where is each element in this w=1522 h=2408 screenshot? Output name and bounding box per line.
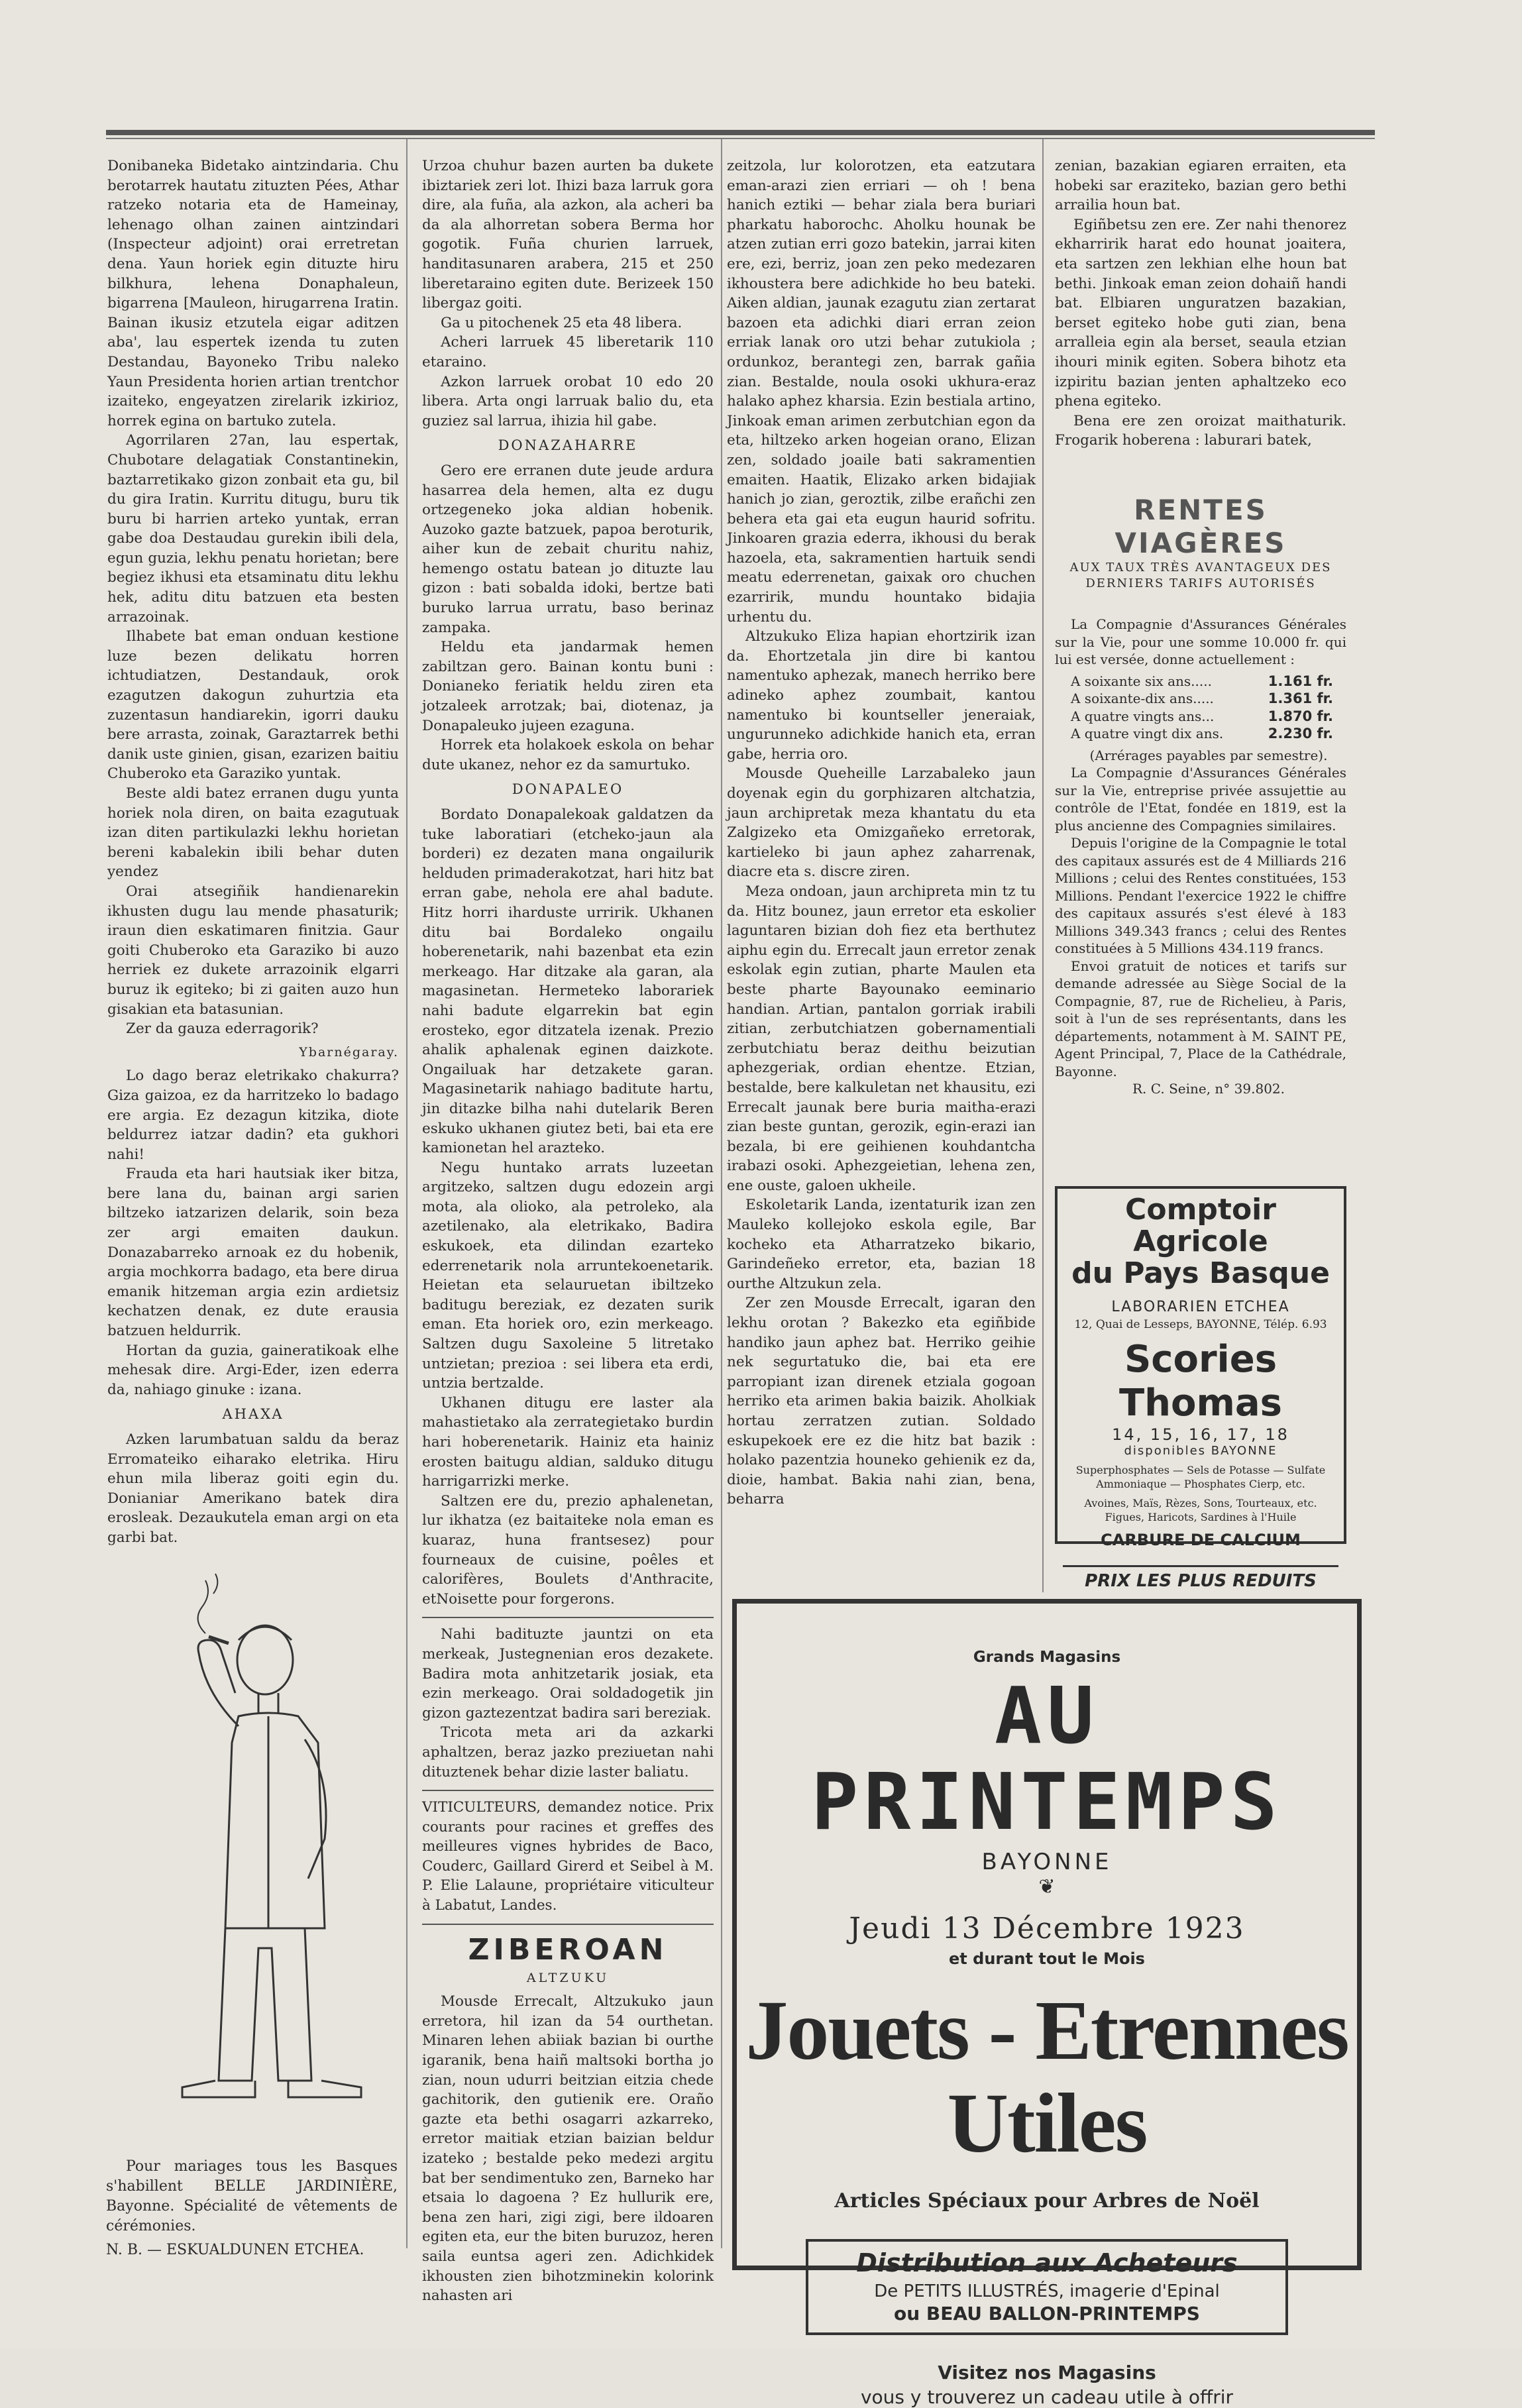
- signature: Ybarnégaray.: [299, 1044, 399, 1060]
- ad-products: Superphosphates — Sels de Potasse — Sulfate Ammoniaque — Phosphates Cierp, etc.: [1075, 1464, 1326, 1490]
- ad-products: Avoines, Maïs, Rèzes, Sons, Tourteaux, etc.: [1084, 1497, 1317, 1509]
- article-paragraph: Altzukuko Eliza hapian ehortzirik izan da. Ehortzetala jin dire bi kantou namentuko aphezak, manech herriko bere adineko aphez zoumbait, kantou namentuko bi kountseller jeneraiak, ungurunneko adichkide hanich eta, erran gabe, herria oro.: [727, 628, 1036, 763]
- ad-products: Figues, Haricots, Sardines à l'Huile: [1105, 1511, 1297, 1523]
- article-paragraph: Beste aldi batez erranen dugu yunta horiek nola diren, on baita ezagutuak izan diten partikulazki lekhu horietan bereni kabalekin ibili behar duten yendez: [107, 785, 399, 881]
- article-paragraph: Gero ere erranen dute jeude ardura hasarrea dela hemen, alta ez dugu ortzegeneko joka aldian hobenik. Auzoko gazte batzuek, papoa beroturik, aiher kun de zebait churitu nahiz, hemengo ostatu batean jo dituzte lau gizon : bati sobalda idoki, bertze bati buruko larrua urratu, baso berinaz zampaka.: [422, 462, 714, 636]
- ad-title: RENTES VIAGÈRES: [1114, 494, 1287, 559]
- article-paragraph: Azken larumbatuan saldu da beraz Erromateiko eiharako eletrika. Hiru ehun mila liberaz goiti egin du. Donianiar Amerikano batek dira erosleak. Dezaukutela eman argi on eta garbi bat.: [107, 1431, 399, 1546]
- ad-paragraph: La Compagnie d'Assurances Générales sur la Vie, pour une somme 10.000 fr. qui lui est versée, donne actuellement :: [1055, 616, 1346, 667]
- article-paragraph: Zer da gauza ederragorik?: [126, 1020, 319, 1038]
- section-heading: DONAPALEO: [512, 781, 624, 798]
- article-paragraph: Mousde Errecalt, Altzukuko jaun erretora, hil izan da 54 ourthetan. Minaren lehen abiiak bazian bi ourthe igaranik, bena haiñ maltsoki bortha jo zian, noun udurri beitzian eitzia chede gachitorik, den gutienik ere. Oraño gazte eta bethi osagarri azkarreko, erretor maitiak etzian baizian beldur izateko ; bestalde peko medezi argitu bat ber sendimentuko zen, Barneko har etsaia lo dagoena ? Ez hullurik ere, bena zen hari, zigi zigi, bere ildoaren egiten eta, eur the biten buruzoz, heren saila euntsa ageri zen. Adichkidek ikhousten zien bihotzminekin kolorink nahasten ari: [422, 1993, 714, 2305]
- column-1: [107, 156, 399, 1555]
- ad-duration: et durant tout le Mois: [949, 1949, 1145, 1968]
- article-paragraph: zenian, bazakian egiaren erraiten, eta hobeki sar eraziteko, bazian gero bethi arrailia houn bat.: [1055, 158, 1346, 214]
- column-divider: [406, 139, 408, 2248]
- column-2: [422, 156, 714, 2305]
- article-paragraph: Bordato Donapalekoak galdatzen da tuke laboratiari (etcheko-jaun ala borderi) ez dezaten mana ongailurik helduden primaderakotzat, hari hitz bat erran gabe, nehola ere ahal badute. Hitz horri iharduste urririk. Ukhanen ditu bai Bordaleko ongailu hoberenetarik, nahi bazenbat eta ezin merkeago. Har ditzake ala garan, ala magasinetan. Hermeteko laborariek nahi badute elgarrekin bat egin erosteko, egor ditzatela izenak. Prezio ahalik aphalenak eginen daizkote. Ongailuak har detzakete garan. Magasinetarik nahiago baditute hartu, jin ditazke bilha nahi dutelarik Beren eskuko ukhanen giutez beti, bai eta ere kamionetan hel arazteko.: [422, 806, 714, 1157]
- au-printemps-ad: [732, 1599, 1362, 2408]
- article-paragraph: Urzoa chuhur bazen aurten ba dukete ibiztariek zeri lot. Ihizi baza larruk gora dire, ala fuña, ala azkon, ala acheri ba da ala alhorretan sobera Berma hor gogotik. Fuña churien larruek, handitasunaren arabera, 215 et 250 liberetaraino egiten dute. Berizeek 150 libergaz goiti.: [422, 158, 714, 312]
- ad-title: du Pays Basque: [1071, 1256, 1330, 1290]
- ad-call-to-action: Visitez nos Magasins: [938, 2362, 1156, 2383]
- column-4: [1055, 156, 1346, 474]
- article-paragraph: Horrek eta holakoek eskola on behar dute ukanez, nehor ez da samurtuko.: [422, 737, 714, 773]
- column-divider: [721, 139, 722, 2248]
- top-rule-thin: [106, 138, 1375, 139]
- article-paragraph: Bena ere zen oroizat maithaturik. Frogarik hoberena : laburari batek,: [1055, 412, 1346, 449]
- article-paragraph: Negu huntako arrats luzeetan argitzeko, saltzen dugu edozein argi mota, ala olioko, ala petroleko, ala azetilenako, ala eletrikako, Badira eskukoek, eta dilindan ezarteko ederrenetarik nola arruntekoenetarik. Heietan eta selauruetan ibiltzeko baditugu bereziak, ez dezaten surik eman. Eta horiek oro, ezin merkeago. Saltzen dugu Saxoleine 5 litretako untzietan; prezioa : sei libera eta erdi, untzia bertzalde.: [422, 1159, 714, 1392]
- article-paragraph: Lo dago beraz eletrikako chakurra? Giza gaizoa, ez da harritzeko lo badago ere argia. Ez dezagun kitzika, diote beldurrez iatzar dadin? eta gukhori nahi!: [107, 1067, 399, 1163]
- article-paragraph: Agorrilaren 27an, lau espertak, Chubotare delagatiak Constantinekin, baztarretikako gizon zonbait eta gu, bil du gira Iratin. Kurritu ditugu, buru tik buru bi harrien arteko yuntak, erran gabe doa Destaudau gurekin ibili dela, egun guzia, lekhu penatu horietan; bere begiez ikhusi eta etsaminatu ditu lekhu hek, aditu ditu batzuen eta besten arrazoinak.: [107, 432, 399, 626]
- ad-grades: 14, 15, 16, 17, 18: [1112, 1425, 1289, 1444]
- article-paragraph: zeitzola, lur kolorotzen, eta eatzutara eman-arazi zien erriari — oh ! bena hanich eztiki — behar ziala bera buriari pharkatu haborochc. Aholku hounak be atzen zutian erri gozo batekin, jarrai kiten ere, ezi, berriz, joan zen peko medezaren ikhoustera bere adichkide ho beu bateki. Aiken aldian, jaunak ezagutu zian zertarat bazoen eta adichki diari erran zeion erriak lanak oro utzi behar zutukiola ; ordunkoz, berantegi zen, barrak gañia zian. Bestalde, noula osoki ukhura-eraz halako aphez kharsia. Ezin bestiala artino, Jinkoak eman arimen zerbutchian egon da eta, hiltzeko arken hogeian orano, Elizan zen, soldado joaile bati sakramentien emaiten. Haatik, Elizako arken bidajiak hanich jo zian, geroztik, zilbe erañchi zen behera eta gai eta eugun haurid sofritu. Jinkoaren grazia ederra, ikhousi du berak hazoela, eta, sakramentien hartuik sendi meatu ederrenetan, gaixak oro chuchen ezarririk, mundu hountako bidajia urhentu du.: [727, 158, 1036, 626]
- rate-row: A quatre vingt dix ans. 2.230 fr.: [1071, 726, 1333, 741]
- rate-row: A quatre vingts ans... 1.870 fr.: [1071, 708, 1333, 724]
- ad-title: AU PRINTEMPS: [811, 1670, 1283, 1847]
- article-paragraph: Acheri larruek 45 liberetarik 110 etaraino.: [422, 334, 714, 370]
- smoking-man-illustration: [106, 1574, 398, 2124]
- article-paragraph: Egiñbetsu zen ere. Zer nahi thenorez ekharririk harat edo hounat joaitera, eta sartzen zen lekhian elhe houn bat bethi. Jinkoak eman zeion dohaiñ handi bat. Elbiaren unguratzen bazakian, berset egiteko hobe guti zian, bena arralleia egin ala berset, seaula etzian ihouri minik egiten. Sobera bihotz eta izpiritu bazian jenten aphaltzeko eco phena egiteko.: [1055, 216, 1346, 410]
- ad-kicker: Grands Magasins: [973, 1649, 1121, 1666]
- article-paragraph: Eskoletarik Landa, izentaturik izan zen Mauleko kollejoko eskola egile, Bar kocheko eta Atharratzeko bikario, Garindeñeko erretor, eta, bazian 18 ourthe Altzukun zela.: [727, 1197, 1036, 1292]
- article-paragraph: Heldu eta jandarmak hemen zabiltzan gero. Bainan kontu buni : Donianeko feriatik heldu ziren eta jotzaleek arrotzak; bai, diotenaz, ja Donapaleuko jujeen ezaguna.: [422, 639, 714, 734]
- article-paragraph: Hortan da guzia, gaineratikoak elhe mehesak dire. Argi-Eder, izen ederra da, nahiago ginuke : izana.: [107, 1342, 399, 1398]
- comptoir-agricole-ad: [1055, 1186, 1346, 1591]
- ad-subtitle: AUX TAUX TRÈS AVANTAGEUX DES: [1069, 561, 1332, 575]
- ad-note: (Arrérages payables par semestre).: [1089, 747, 1328, 763]
- ad-subline: Articles Spéciaux pour Arbres de Noël: [834, 2189, 1260, 2213]
- registration: R. C. Seine, n° 39.802.: [1132, 1081, 1285, 1097]
- ad-title: Comptoir Agricole: [1125, 1193, 1276, 1258]
- column-divider: [1042, 139, 1044, 1592]
- distribution-line: ou BEAU BALLON-PRINTEMPS: [894, 2303, 1200, 2325]
- rentes-viageres-ad: [1055, 494, 1346, 1098]
- ad-paragraph: Envoi gratuit de notices et tarifs sur demande adressée au Siège Social de la Compagnie, 87, rue de Richelieu, à Paris, soit à l'un de ses représentants, dans les départements, notamment à M. SAINT PE, Agent Principal, 7, Place de la Cathédrale, Bayonne.: [1055, 958, 1346, 1079]
- article-paragraph: Donibaneka Bidetako aintzindaria. Chu berotarrek hautatu zituzten Pées, Athar ratzeko notaria eta de Hameinay, lehenago olhan zainen aintzindari (Inspecteur adjoint) orai erretretan dena. Yaun horiek egin dituzte hiru bilkhura, lehena Donaphaleun, bigarrena [Mauleon, hirugarrena Iratin. Bainan ikusiz etzutela eigar aditzen aba', lau espertek izenda tu zuten Destandau, Bayoneko Tribu naleko Yaun Presidenta horien artian trentchor izaiteko, engeyatzen zirelarik izkirioz, horrek egina on bartuko zutela.: [107, 158, 399, 429]
- ad-call-to-action: vous y trouverez un cadeau utile à offrir: [860, 2386, 1234, 2408]
- column-3: [727, 156, 1036, 1581]
- ad-paragraph: La Compagnie d'Assurances Générales sur la Vie, entreprise privée assujettie au contrôle de l'Etat, fondée en 1819, est la plus ancienne des Compagnies similaires.: [1055, 765, 1346, 834]
- article-paragraph: Tricota meta ari da azkarki aphaltzen, beraz jazko preziuetan nahi dituztenek behar dizie laster baliatu.: [422, 1724, 714, 1780]
- distribution-line: De PETITS ILLUSTRÉS, imagerie d'Epinal: [874, 2281, 1220, 2301]
- article-paragraph: Ilhabete bat eman onduan kestione luze bezen delikatu horren ichtudiatzen, Destandauk, orok ezagutzen dakogun zuhurtzia eta zuzentasun handiarekin, igorri dauku bere arrasta, zoinak, Garaztarrek bethi danik uste ginien, gisan, ezarizen baitiu Chuberoko eta Garaziko yuntak.: [107, 628, 399, 783]
- ad-product: CARBURE DE CALCIUM: [1101, 1531, 1301, 1549]
- section-heading: DONAZAHARRE: [498, 437, 638, 454]
- ad-text: Pour mariages tous les Basques s'habillent BELLE JARDINIÈRE, Bayonne. Spécialité de vêtements de cérémonies.: [106, 2158, 398, 2234]
- article-paragraph: Zer zen Mousde Errecalt, igaran den lekhu orotan ? Bakezko eta egiñbide handiko jaun aphez bat. Herriko geihie nek segurtatuko die, bai eta ere parropiant izan direnek etziala gogoan herriko eta arimen bakia baizik. Aholkiak hortau zerratzen zutian. Soldado eskupekoek ere ez die hitz bat bazik : holako pazentzia houneko gehienik ez da, dioie, hambat. Bakia nahi zian, bena, beharra: [727, 1295, 1036, 1508]
- article-paragraph: Azkon larruek orobat 10 edo 20 libera. Arta ongi larruak balio du, eta guziez sal larrua, ihizia hil gabe.: [422, 373, 714, 429]
- ornament-icon: ❦: [1038, 1875, 1056, 1898]
- ad-tagline: PRIX LES PLUS REDUITS: [1063, 1565, 1338, 1591]
- separator: [422, 1790, 714, 1791]
- distribution-box: [806, 2239, 1288, 2335]
- ad-availability: disponibles BAYONNE: [1124, 1444, 1277, 1458]
- ad-date: Jeudi 13 Décembre 1923: [849, 1912, 1245, 1945]
- ad-subtitle: DERNIERS TARIFS AUTORISÉS: [1085, 576, 1316, 590]
- ad-headline: Jouets - Etrennes Utiles: [745, 1983, 1348, 2170]
- article-paragraph: Orai atsegiñik handienarekin ikhusten dugu lau mende phasaturik; iraun dien eskatimaren finitzia. Gaur goiti Chuberoko eta Garaziko bi auzo herriek ez dukete arrazoinik elgarri buruz ik egiteko; bi zi gaiten auzo hun gisakian eta batasunian.: [107, 883, 399, 1018]
- section-title: ZIBEROAN: [468, 1932, 668, 1967]
- belle-jardiniere-ad: [106, 2157, 398, 2260]
- viticulteurs-ad: VITICULTEURS, demandez notice. Prix courants pour racines et greffes des meilleures vignes hybrides de Baco, Couderc, Gaillard Girerd et Seibel à M. P. Elie Lalaune, propriétaire viticulteur à Labatut, Landes.: [422, 1799, 714, 1914]
- ad-address: 12, Quai de Lesseps, BAYONNE, Télép. 6.93: [1074, 1318, 1327, 1331]
- article-paragraph: Meza ondoan, jaun archipreta min tz tu da. Hitz bounez, jaun erretor eta eskolier laguntaren bizian doh fiez eta berthutez aiphu egin du. Errecalt jaun erretor zenak eskolak egin zutian, pharte Maulen eta beste pharte Bayounako eeminario handian. Artian, pantalon gorriak irabili zitian, zerbutchiatzen gobernamentiali zerbutchiatu beraz deithu beizutian aphezgeriak, ordian ehentze. Etzian, bestalde, bere kalkuletan net khausitu, ezi Errecalt jaunak bere buria maitha-erazi zian beste guntan, gerozik, egin-erazi ian bezala, bi ere geihienen kouhdantcha irabazi osoki. Aphezgeietian, lehena zen, ene ouste, galoen ukheile.: [727, 883, 1036, 1194]
- rates-list: [1071, 673, 1346, 743]
- article-paragraph: Nahi badituzte jauntzi on eta merkeak, Justegnenian eros dezakete. Badira mota anhitzetarik josiak, eta ezin merkeago. Orai soldadogetik jin gizon gaztezentzat badira sari bereziak.: [422, 1626, 714, 1722]
- article-paragraph: Saltzen ere du, prezio aphalenetan, lur ikhatza (ez baitaiteke nola eman es kuaraz, huna frantsesez) pour fourneaux de cuisine, poêles et calorifères, Boulets d'Anthracite, etNoisette pour forgerons.: [422, 1492, 714, 1608]
- rate-row: A soixante-dix ans..... 1.361 fr.: [1071, 690, 1333, 706]
- separator: [422, 1617, 714, 1618]
- ad-note: N. B. — ESKUALDUNEN ETCHEA.: [106, 2242, 364, 2258]
- rate-row: A soixante six ans..... 1.161 fr.: [1071, 673, 1333, 689]
- distribution-title: Distribution aux Acheteurs: [856, 2248, 1238, 2277]
- ad-subtitle: LABORARIEN ETCHEA: [1111, 1299, 1290, 1315]
- ad-paragraph: Depuis l'origine de la Compagnie le total des capitaux assurés est de 4 Milliards 216 Millions ; celui des Rentes constituées, 153 Millions. Pendant l'exercice 1922 le chiffre des capitaux assurés s'est élevé à 183 Millions 349.343 francs ; celui des Rentes constituées à 5 Millions 434.119 francs.: [1055, 835, 1346, 956]
- section-heading: AHAXA: [222, 1406, 284, 1423]
- separator: [422, 1924, 714, 1925]
- section-subtitle: ALTZUKU: [526, 1970, 610, 1985]
- ad-product: Scories Thomas: [1118, 1338, 1282, 1425]
- top-rule: [106, 130, 1375, 135]
- article-paragraph: Frauda eta hari hautsiak iker bitza, bere lana du, bainan argi sarien biltzeko iatzarizen delarik, soin beza zer argi emaiten daukun. Donazabarreko arnoak ez du hobenik, argia mochkorra badago, eta bere dirua emanik hitzeman argia ezin ardietsiz kechatzen denak, ez dute erausia batzuen heldurrik.: [107, 1166, 399, 1340]
- article-paragraph: Mousde Queheille Larzabaleko jaun doyenak egin du gorphizaren altchatzia, jaun archipretak meza khantatu du eta Zalgizeko eta Omizgañeko erretorak, kartieleko bi jaun aphez zaharrenak, diacre eta s. discre ziren.: [727, 765, 1036, 881]
- article-paragraph: Ga u pitochenek 25 eta 48 libera.: [441, 314, 682, 331]
- ad-city: BAYONNE: [981, 1849, 1113, 1875]
- article-paragraph: Ukhanen ditugu ere laster ala mahastietako ala zerrategietako burdin hari hoberenetarik. Hainiz eta hainiz erosten baitugu aldian, salduko ditugu harrigarrizki merke.: [422, 1394, 714, 1490]
